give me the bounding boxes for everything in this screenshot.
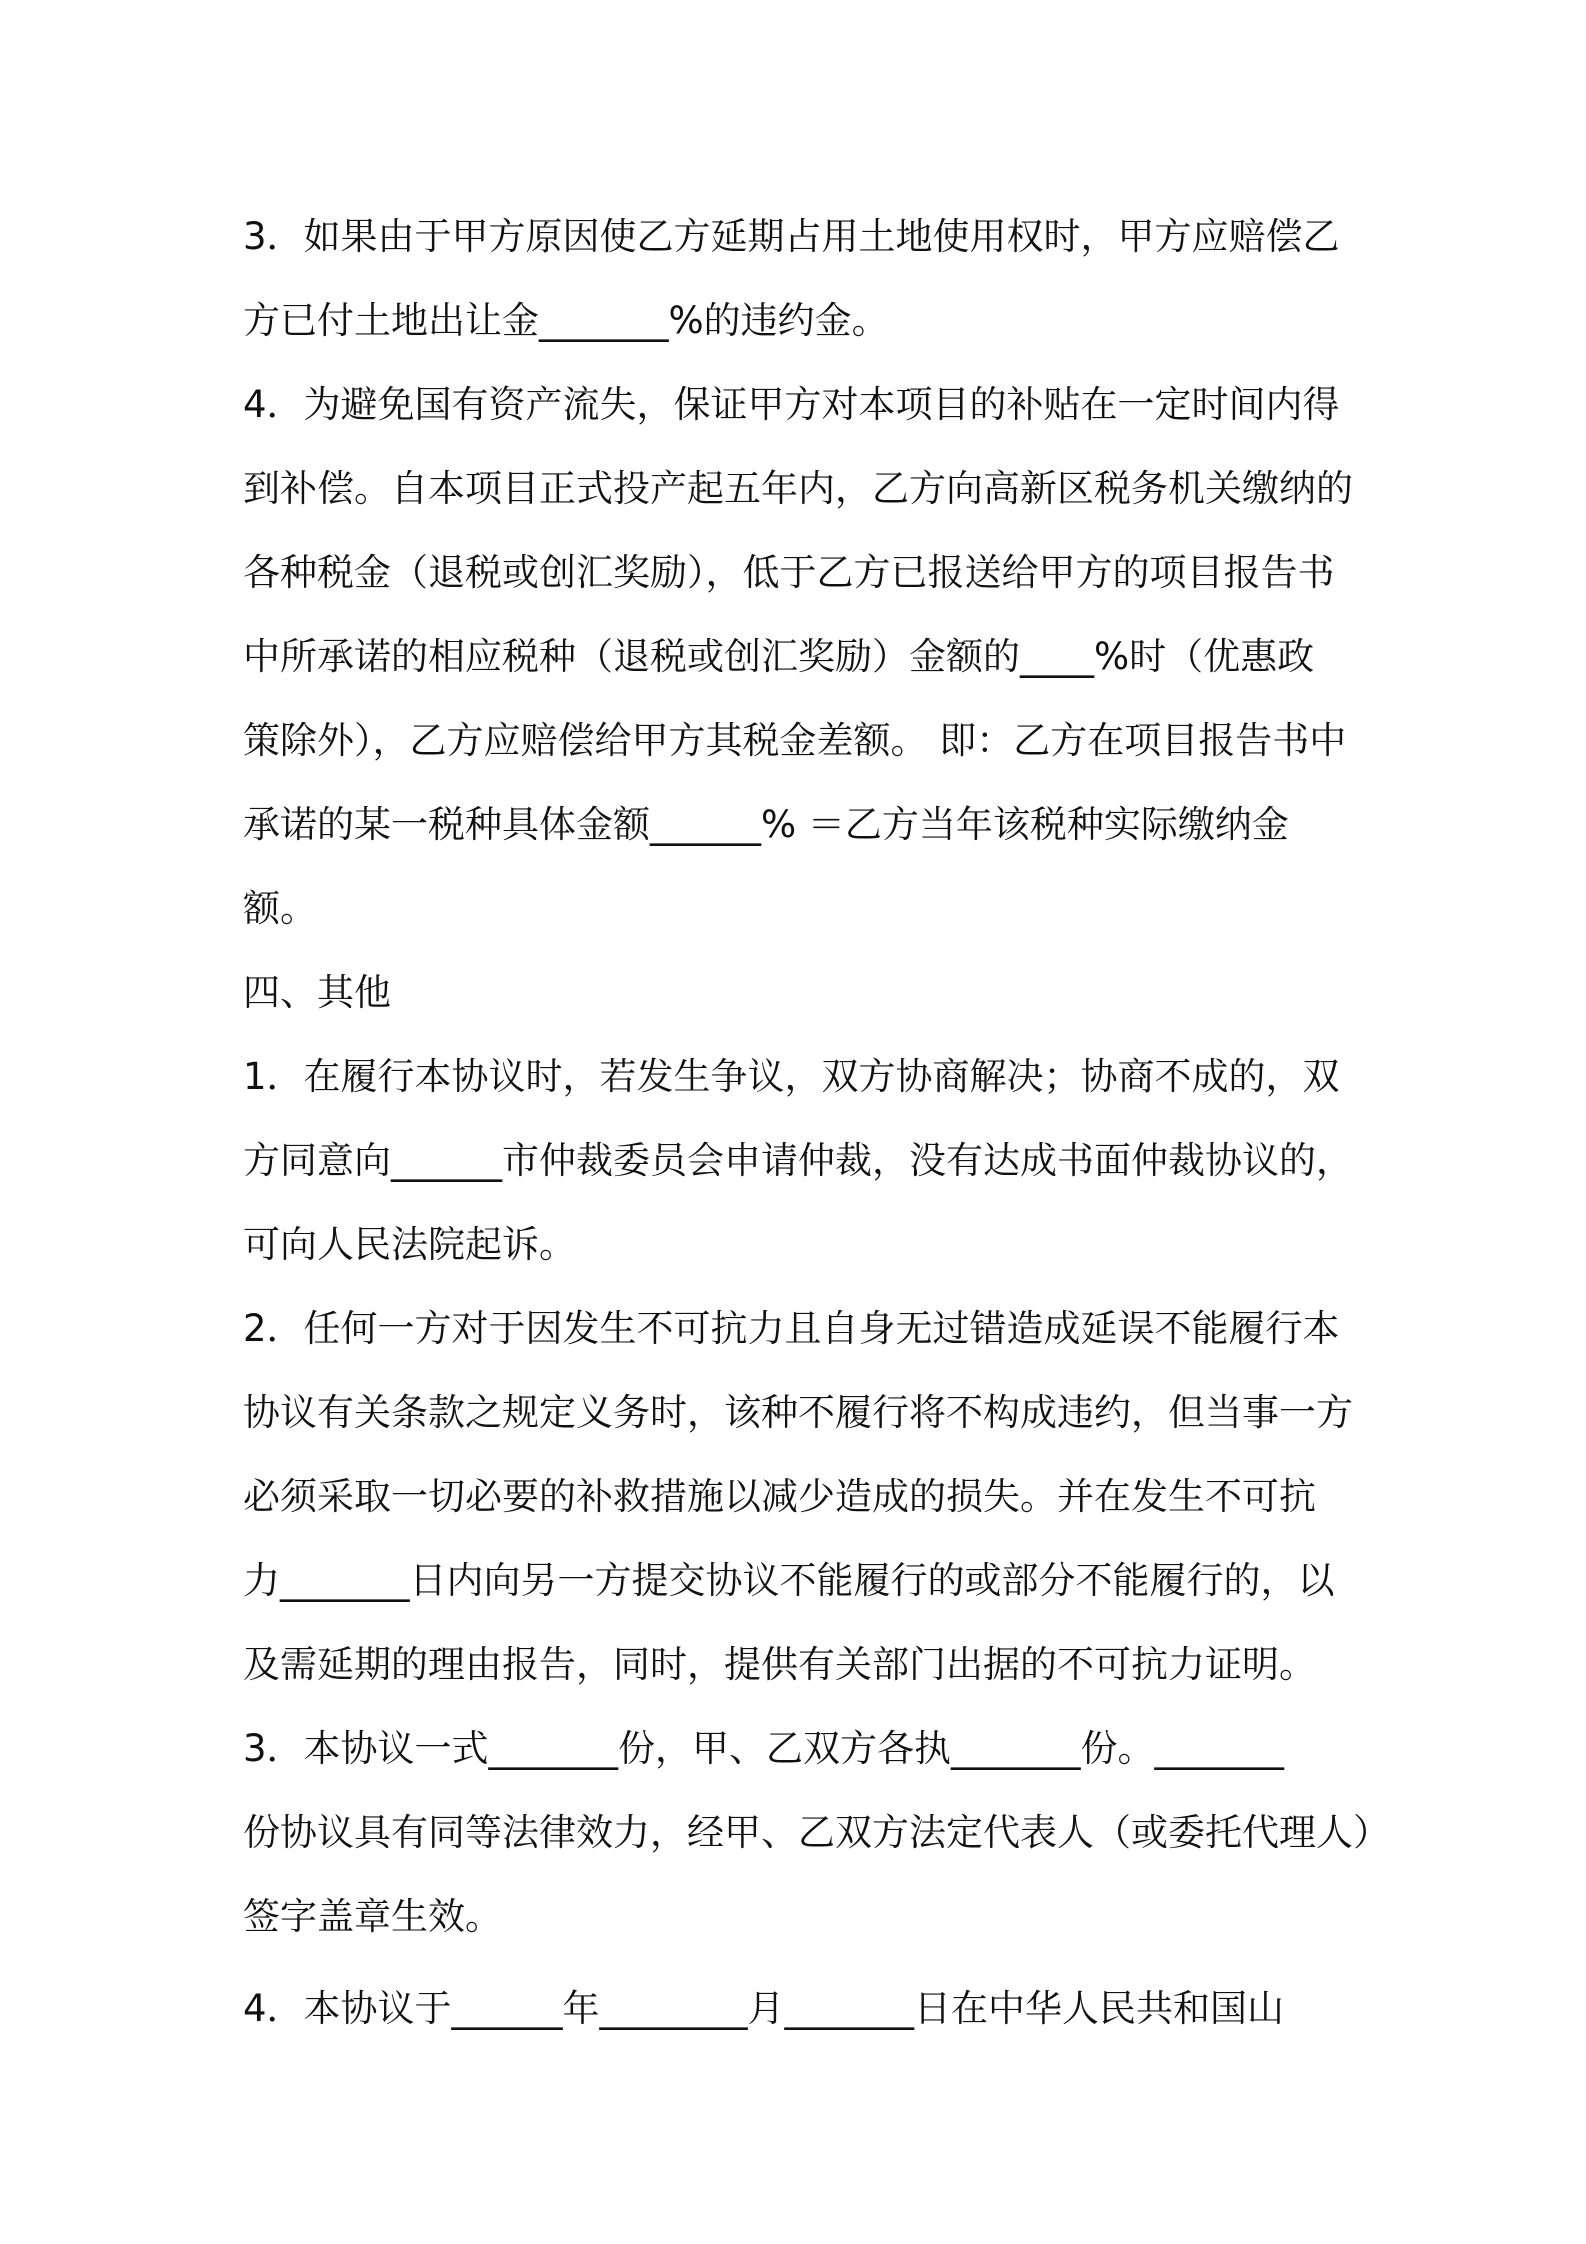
document-body xyxy=(243,195,1390,2051)
text-line: 协议有关条款之规定义务时，该种不履行将不构成违约，但当事一方 xyxy=(243,1391,1353,1434)
text-line: 份协议具有同等法律效力，经甲、乙双方法定代表人（或委托代理人） xyxy=(243,1811,1390,1854)
text-line: 及需延期的理由报告，同时，提供有关部门出据的不可抗力证明。 xyxy=(243,1643,1316,1686)
text-line: 必须采取一切必要的补救措施以减少造成的损失。并在发生不可抗 xyxy=(243,1475,1316,1518)
text-line: 方已付土地出让金_______%的违约金。 xyxy=(243,299,889,342)
text-line: 签字盖章生效。 xyxy=(243,1895,502,1938)
text-line: 1．在履行本协议时，若发生争议，双方协商解决；协商不成的，双 xyxy=(243,1055,1340,1098)
text-line: 承诺的某一税种具体金额______% ＝乙方当年该税种实际缴纳金 xyxy=(243,803,1289,846)
text-line: 各种税金（退税或创汇奖励），低于乙方已报送给甲方的项目报告书 xyxy=(243,551,1335,594)
section-heading: 四、其他 xyxy=(243,971,391,1014)
text-line: 3．如果由于甲方原因使乙方延期占用土地使用权时，甲方应赔偿乙 xyxy=(243,215,1340,258)
text-line: 额。 xyxy=(243,887,317,930)
text-line: 到补偿。自本项目正式投产起五年内，乙方向高新区税务机关缴纳的 xyxy=(243,467,1353,510)
text-line: 3．本协议一式_______份，甲、乙双方各执_______份。_______ xyxy=(243,1727,1285,1770)
text-line: 中所承诺的相应税种（退税或创汇奖励）金额的____%时（优惠政 xyxy=(243,635,1315,678)
text-line: 可向人民法院起诉。 xyxy=(243,1223,576,1266)
text-line: 4．本协议于______年________月_______日在中华人民共和国山 xyxy=(243,1987,1285,2030)
text-line: 2．任何一方对于因发生不可抗力且自身无过错造成延误不能履行本 xyxy=(243,1307,1340,1350)
text-line: 力_______日内向另一方提交协议不能履行的或部分不能履行的，以 xyxy=(243,1559,1335,1602)
text-line: 策除外），乙方应赔偿给甲方其税金差额。 即：乙方在项目报告书中 xyxy=(243,719,1347,762)
text-line: 方同意向______市仲裁委员会申请仲裁，没有达成书面仲裁协议的， xyxy=(243,1139,1353,1182)
text-line: 4．为避免国有资产流失，保证甲方对本项目的补贴在一定时间内得 xyxy=(243,383,1340,426)
